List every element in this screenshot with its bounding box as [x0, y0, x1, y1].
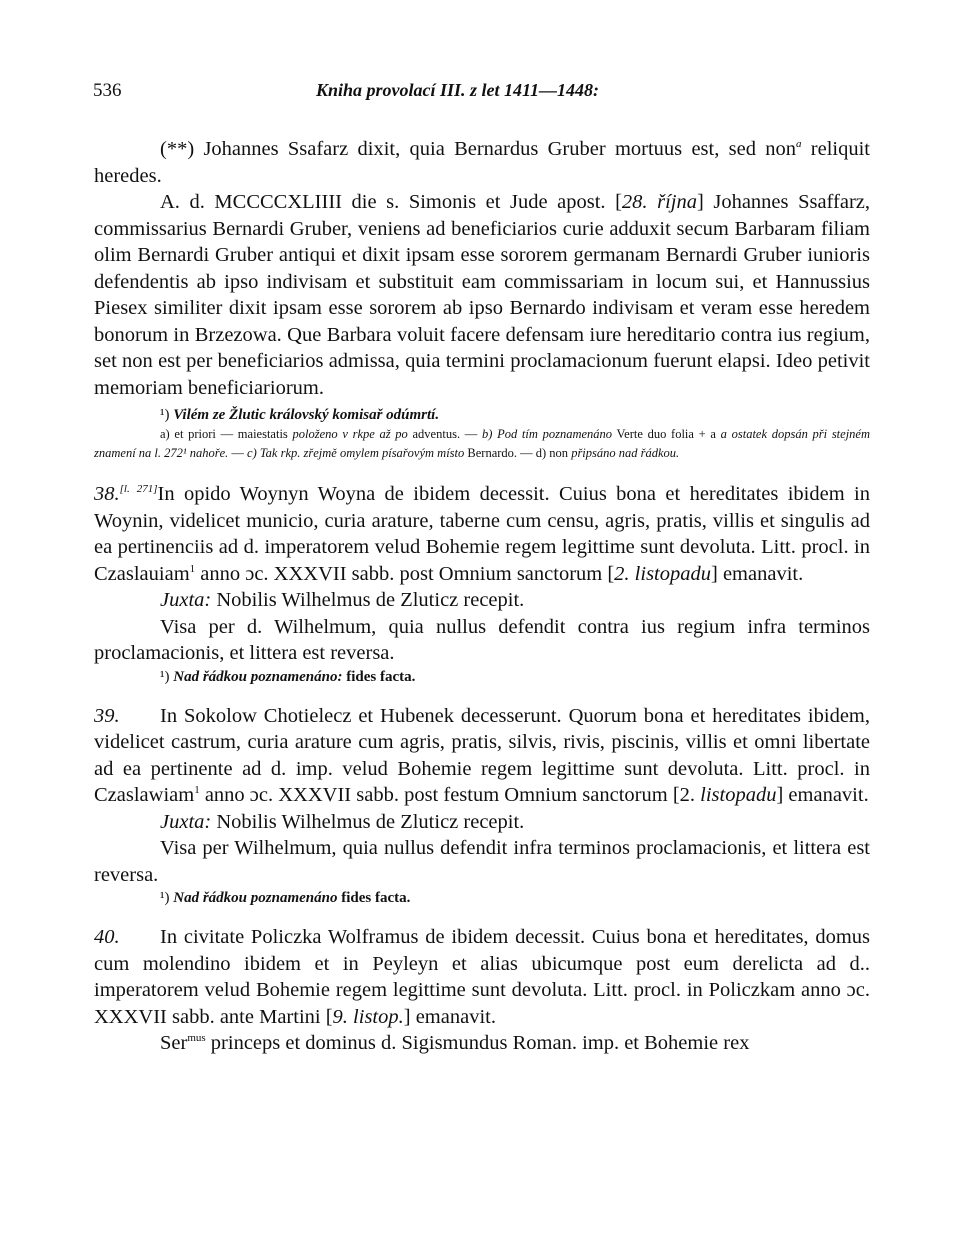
page-number: 536: [93, 80, 122, 101]
text-span: A. d. MCCCCXLIIII die s. Simonis et Jude apost. [: [160, 191, 622, 213]
text-span: Ser: [160, 1032, 188, 1054]
footnote-mark: ¹): [160, 890, 174, 906]
text-span: a) et priori — maiestatis: [160, 427, 293, 441]
footnote-1: [94, 405, 870, 425]
document-page: [94, 80, 870, 1057]
entry-38: [94, 481, 870, 587]
text-span: (**) Johannes Ssafarz dixit, quia Bernardus Gruber mortuus est, sed non: [160, 138, 796, 160]
running-title: Kniha provolací III. z let 1411—1448:: [316, 80, 600, 100]
text-span: položeno v rkpe až po: [292, 427, 408, 441]
textual-notes: [94, 425, 870, 463]
entry-text: ] emanavit.: [776, 784, 869, 806]
footnote-text: Nad řádkou poznamenáno: [173, 890, 338, 906]
entry-number: 38.: [94, 483, 120, 505]
entry-38-footnote: [94, 667, 870, 687]
footnote-marker: 1: [189, 562, 196, 575]
text-span: princeps et dominus d. Sigismundus Roman. imp. et Bohemie rex: [205, 1032, 750, 1054]
date-annotation: listopadu: [700, 784, 777, 806]
entry-text: anno ɔc. XXXVII sabb. post Omnium sanctorum [: [195, 562, 615, 585]
footnote-mark: ¹): [160, 407, 174, 423]
superscript: mus: [187, 1032, 206, 1045]
date-annotation: 28. října: [621, 191, 697, 213]
entry-40-sovereign: [94, 1030, 870, 1057]
entry-text: In opido Woynyn Woyna de ibidem decessit. Cuius bona et hereditates ibidem in Woynin, videlicet municio, curia arature, taberne cum censu, agris, pratis, villis et singulis ad ea pertinenciis ad d. imperatorem velud Bohemie regem legittime sunt devoluta. Litt. procl. in Czaslauiam: [94, 483, 870, 585]
footnote-text: Nad řádkou poznamenáno:: [173, 668, 343, 685]
folio-reference: [l. 271]: [119, 483, 158, 496]
footnote-mark: ¹): [160, 668, 174, 685]
entry-38-juxta: [94, 587, 870, 614]
footnote-marker: a: [796, 138, 802, 151]
entry-40: [94, 924, 870, 1030]
footnote-text: fides facta.: [342, 668, 416, 685]
text-span: a ostatek dopsán při stejném znamení na l. 272¹ nahoře.: [94, 427, 870, 460]
date-annotation: 2. listopadu: [614, 562, 711, 585]
date-annotation: 9. listop.: [332, 1005, 404, 1028]
text-span: připsáno nad řádkou.: [571, 446, 680, 460]
entry-text: In Sokolow Chotielecz et Hubenek decesserunt. Quorum bona et hereditates ibidem, videlicet castrum, curia arature cum agris, pratis, silvis, rivis, piscinis, villis et omni libertate ad ea pertinente ad d. imp. velud Bohemie regem legittime sunt devoluta. Litt. procl. in Czaslawiam: [94, 704, 870, 806]
entry-text: In civitate Policzka Wolframus de ibidem decessit. Cuius bona et hereditates, domus cum molendino ibidem et in Peyleyn et alias ubicumque post eum derelicta ad d.. imperatorem velud Bohemie regem legittime sunt devoluta. Litt. procl. in Policzkam anno ɔc. XXXVII sabb. ante Martini [: [94, 926, 870, 1028]
entry-39-juxta: [94, 809, 870, 836]
text-span: c) Tak rkp. zřejmě omylem písařovým místo: [247, 446, 465, 460]
entry-text: ] emanavit.: [403, 1005, 496, 1028]
entry-number: 39.: [94, 704, 120, 727]
text-span: —: [228, 446, 248, 460]
text-span: adventus. —: [407, 427, 482, 441]
text-span: reliquit heredes.: [94, 138, 870, 187]
entry-39-footnote: [94, 888, 870, 908]
paragraph-gruber-note: [94, 136, 870, 189]
footnote-text: fides facta.: [337, 890, 411, 906]
entry-38-visa: Visa per d. Wilhelmum, quia nullus defendit contra ius regium infra terminos proclamacionis, et littera est reversa.: [94, 615, 870, 664]
entry-39-visa: Visa per Wilhelmum, quia nullus defendit infra terminos proclamacionis, et littera est reversa.: [94, 837, 870, 886]
juxta-text: Nobilis Wilhelmus de Zluticz recepit.: [211, 589, 525, 611]
juxta-label: Juxta:: [160, 810, 212, 833]
juxta-text: Nobilis Wilhelmus de Zluticz recepit.: [211, 810, 525, 833]
text-span: Bernardo. — d) non: [464, 446, 572, 460]
entry-number: 40.: [94, 926, 120, 948]
text-span: Verte duo folia + a: [612, 427, 721, 441]
entry-39: [94, 703, 870, 809]
entry-text: anno ɔc. XXXVII sabb. post festum Omnium sanctorum [2.: [199, 784, 701, 806]
text-span: ] Johannes Ssaffarz, commissarius Bernardi Gruber, veniens ad beneficiarios curie adduxit secum Barbaram filiam olim Bernardi Gruber antiqui et dixit ipsam esse sororem germanam Bernardi Gruber iunioris defendentis ab ipso indivisam et substituit eam commissariam in locum sui, et Hannussius Piesex similiter dixit ipsam esse sororem ab ipso Bernardo indivisam et veram esse heredem bonorum in Brzezowa. Que Barbara voluit facere defensam iure hereditario contra ius regium, set non est per beneficiarios admissa, quia termini proclamacionum fuerunt elapsi. Ideo petivit memoriam beneficiariorum.: [94, 191, 870, 399]
paragraph-gruber-record: [94, 189, 870, 401]
footnote-text: Vilém ze Žlutic královský komisař odúmrtí.: [173, 407, 440, 423]
text-span: b) Pod tím poznamenáno: [481, 427, 613, 441]
page-header: [94, 80, 870, 106]
footnote-marker: 1: [194, 784, 200, 797]
juxta-label: Juxta:: [160, 589, 212, 611]
entry-text: ] emanavit.: [711, 562, 804, 585]
